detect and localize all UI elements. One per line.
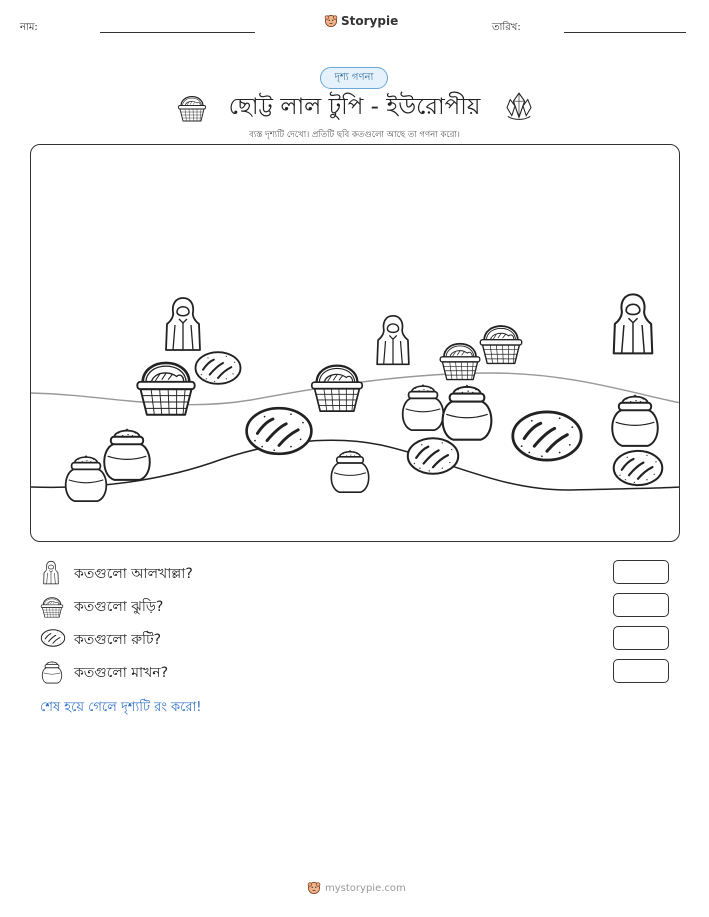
brand [324,14,398,28]
answer-box[interactable] [613,560,669,584]
cloak-icon [40,560,62,586]
bread-icon [40,626,66,650]
basket [480,326,521,363]
butter-pot [104,429,150,480]
page-title: ছোট্ট লাল টুপি - ইউরোপীয় [228,94,481,120]
cloak [166,298,200,350]
question-row [40,560,680,586]
question-text: কতগুলো ঝুড়ি? [74,599,164,615]
butter-pot [331,451,368,493]
bread [196,352,241,384]
name-label: নাম: [20,22,38,33]
storypie-logo-icon [324,14,338,28]
basket [137,363,194,415]
brand-name: Storypie [341,14,399,28]
bread [614,451,663,485]
butter-pot [403,385,444,430]
coloring-note: শেষ হয়ে গেলে দৃশ্যটি রং করো! [40,700,202,715]
busy-scene [30,144,680,542]
question-row [40,659,680,685]
basket [440,344,480,380]
name-line[interactable] [100,32,255,33]
footer-url[interactable]: mystorypie.com [325,882,406,894]
answer-box[interactable] [613,659,669,683]
date-line[interactable] [564,32,686,33]
butter-pot [66,456,107,501]
storypie-logo-icon [307,881,321,895]
instructions: ব্যস্ত দৃশ্যটি দেখো। প্রতিটি ছবি কতগুলো আছে তা গণনা করো। [249,130,460,140]
question-text: কতগুলো আলখাল্লা? [74,566,193,582]
bread [408,438,458,473]
question-row [40,593,680,619]
question-text: কতগুলো মাখন? [74,665,169,681]
scene-drawing [31,145,680,542]
basket [312,366,362,412]
cloak [614,294,653,353]
question-row [40,626,680,652]
answer-box[interactable] [613,626,669,650]
cloak [377,316,409,365]
question-text: কতগুলো রুটি? [74,632,162,648]
date-label: তারিখ: [492,22,521,33]
scene-count-badge: দৃশ্য গণনা [320,67,388,89]
butter-pot [612,395,658,446]
answer-box[interactable] [613,593,669,617]
basket-icon [40,593,64,619]
bread [513,412,581,460]
butter-pot [443,385,492,439]
butter-pot-icon [40,659,64,685]
crystal-icon [503,90,535,122]
bread [247,408,312,454]
footer [307,881,406,895]
